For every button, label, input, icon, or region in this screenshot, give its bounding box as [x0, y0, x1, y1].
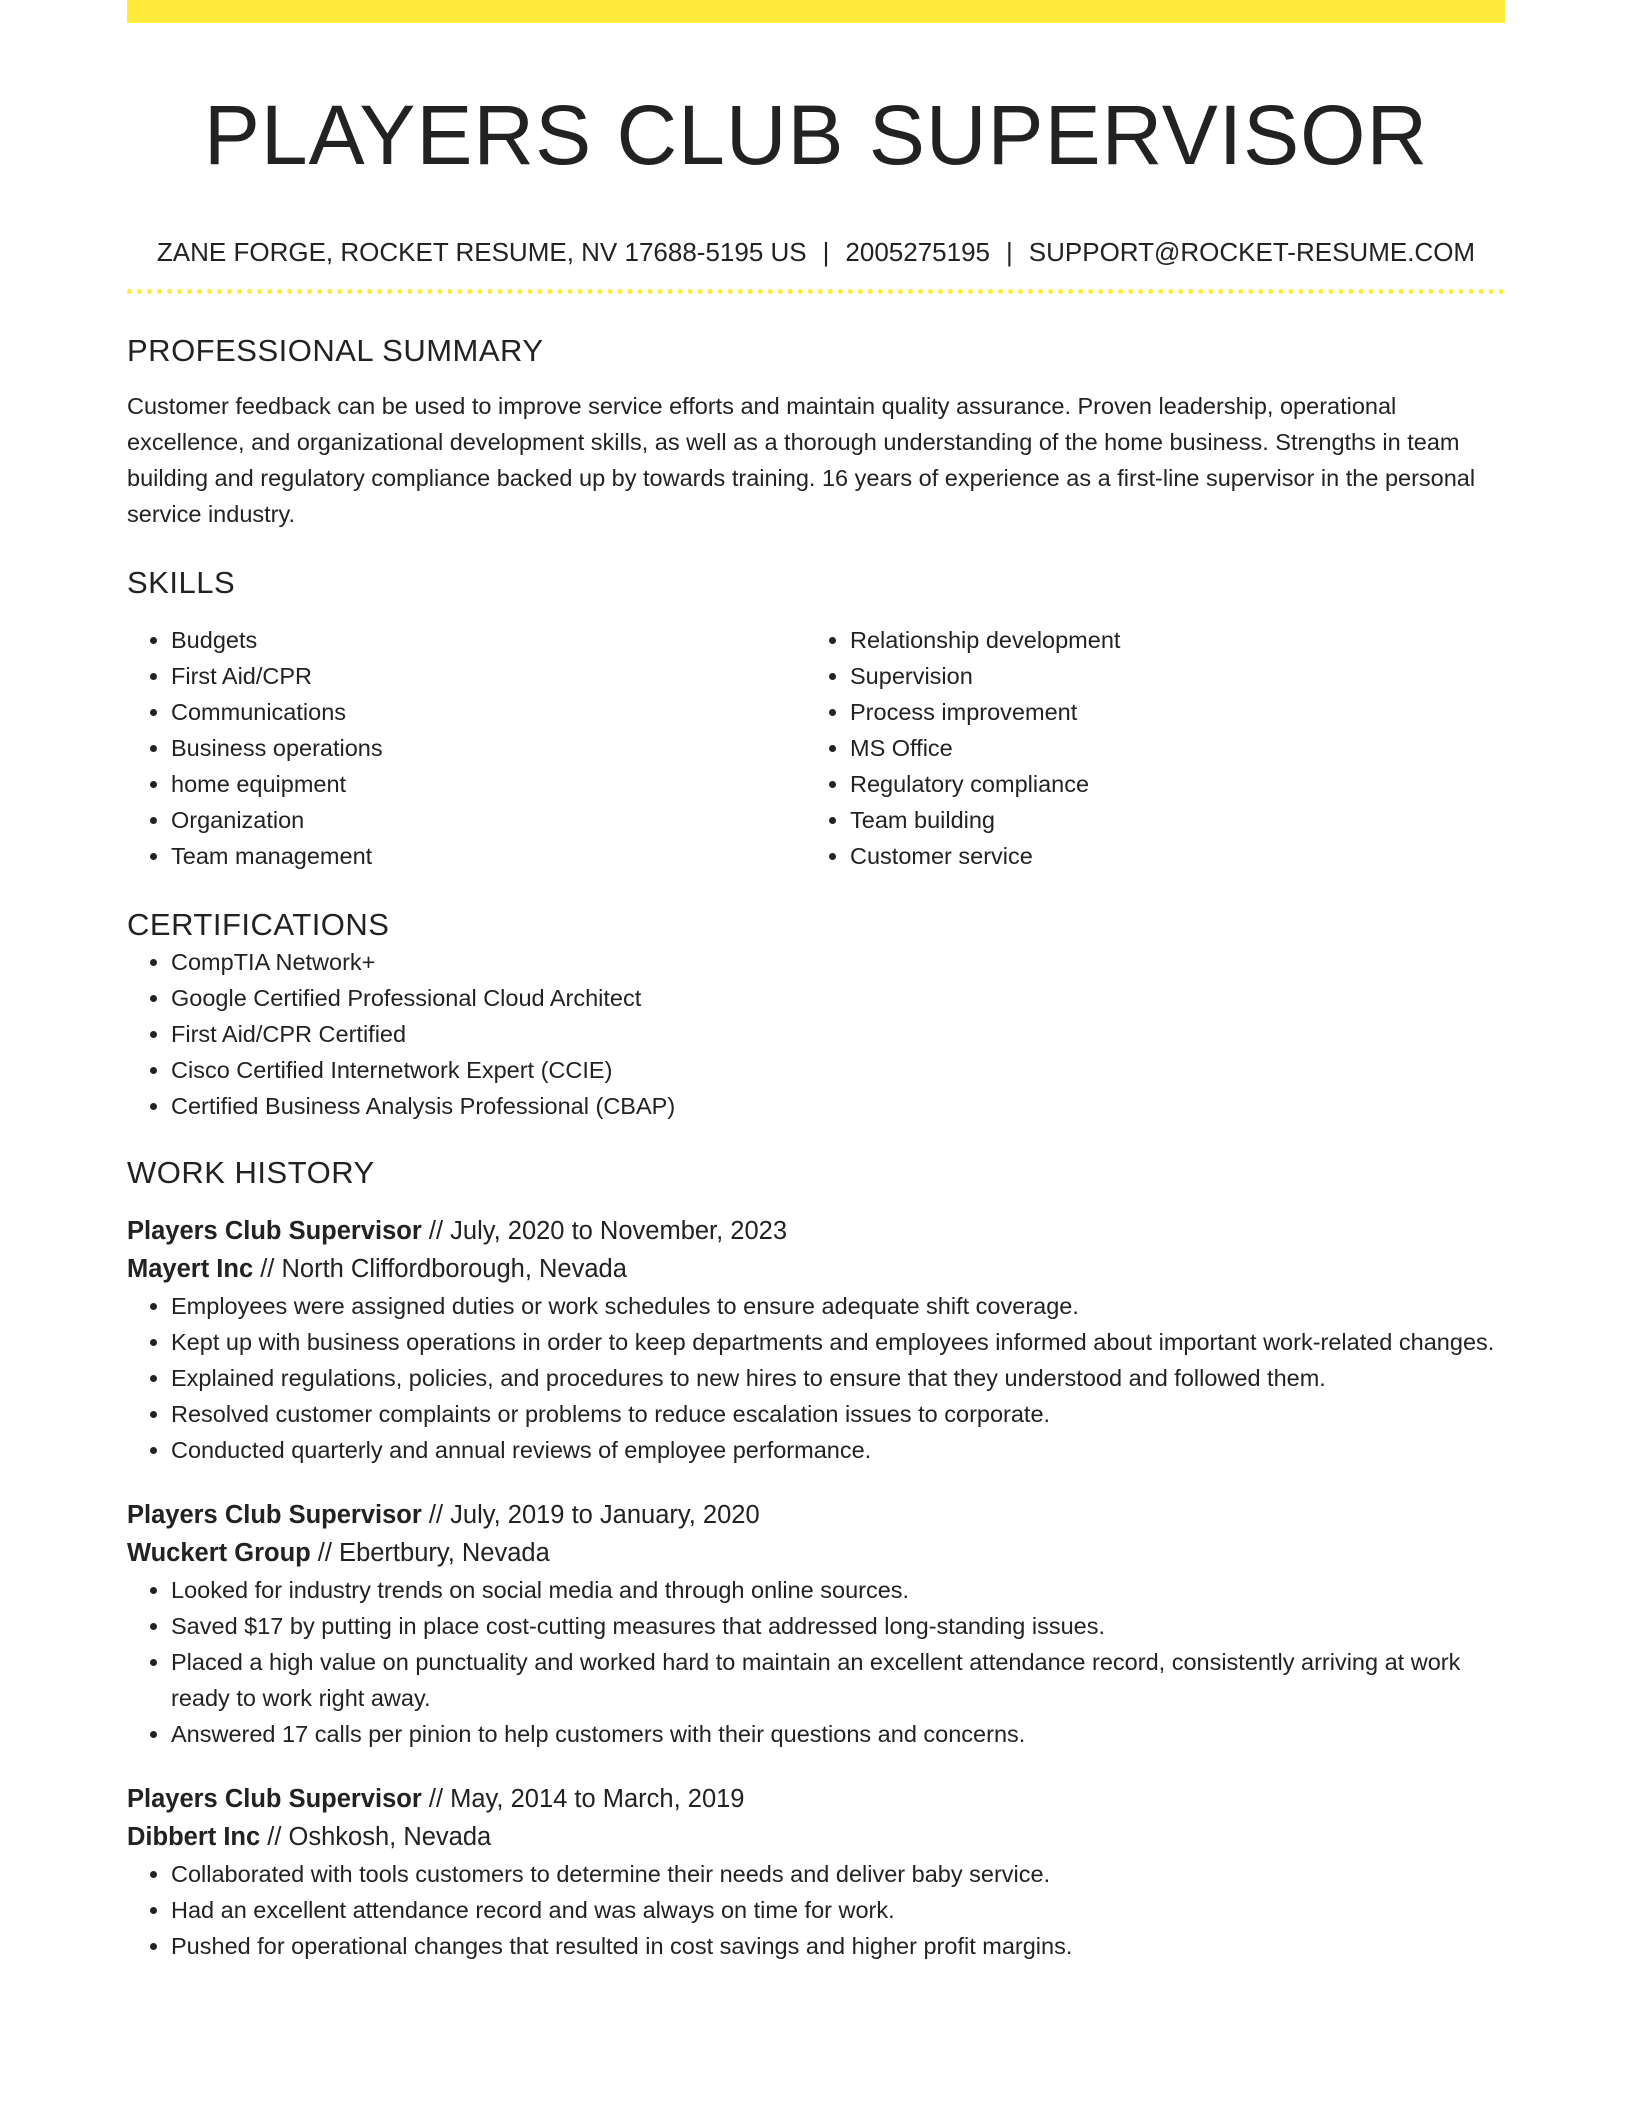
job-location: // Oshkosh, Nevada: [260, 1823, 492, 1851]
skill-item: • Budgets: [171, 622, 806, 658]
skills-column-left: [127, 622, 806, 874]
certifications-heading: CERTIFICATIONS: [127, 907, 390, 942]
job-company-line: [127, 1818, 1505, 1856]
work-history-heading: WORK HISTORY: [127, 1155, 375, 1190]
job-location: // North Cliffordborough, Nevada: [253, 1255, 627, 1283]
job-dates: // July, 2020 to November, 2023: [421, 1217, 788, 1245]
job-duty: • Answered 17 calls per pinion to help customers with their questions and concerns.: [171, 1716, 1505, 1752]
skill-item: • Business operations: [171, 730, 806, 766]
job-duty: • Saved $17 by putting in place cost-cutting measures that addressed long-standing issues.: [171, 1608, 1505, 1644]
job-duty: • Looked for industry trends on social media and through online sources.: [171, 1572, 1505, 1608]
skill-item: • Organization: [171, 802, 806, 838]
skill-item: • home equipment: [171, 766, 806, 802]
skill-item: • MS Office: [850, 730, 1485, 766]
skill-item: • Team management: [171, 838, 806, 874]
summary-heading: PROFESSIONAL SUMMARY: [127, 333, 544, 368]
dotted-divider: [127, 289, 1505, 294]
skill-item: • Customer service: [850, 838, 1485, 874]
job-duties-list: [127, 1288, 1505, 1468]
contact-email: SUPPORT@ROCKET-RESUME.COM: [1028, 237, 1476, 267]
job-duties-list: [127, 1856, 1505, 1964]
job-role: Players Club Supervisor: [127, 1785, 422, 1813]
job-duty: • Had an excellent attendance record and was always on time for work.: [171, 1892, 1505, 1928]
summary-text: Customer feedback can be used to improve service efforts and maintain quality assurance. Proven leadership, operational excellence, and organizational development skills, as well as a thorough understanding of the home business. Strengths in team building and regulatory compliance backed up by towards training. 16 years of experience as a first-line supervisor in the personal service industry.: [127, 393, 1476, 527]
contact-separator: |: [1006, 237, 1013, 267]
skill-item: • Team building: [850, 802, 1485, 838]
job-dates: // July, 2019 to January, 2020: [421, 1501, 760, 1529]
skills-column-right: [806, 622, 1485, 874]
job-company: Wuckert Group: [127, 1539, 311, 1567]
job-entry: [127, 1780, 1505, 1964]
certification-item: • First Aid/CPR Certified: [171, 1016, 1505, 1052]
job-duty: • Employees were assigned duties or work schedules to ensure adequate shift coverage.: [171, 1288, 1505, 1324]
accent-top-bar: [127, 0, 1505, 23]
skills-list: [127, 622, 1505, 874]
job-company-line: [127, 1534, 1505, 1572]
skill-item: • Communications: [171, 694, 806, 730]
certification-item: • Google Certified Professional Cloud Architect: [171, 980, 1505, 1016]
job-duty: • Placed a high value on punctuality and worked hard to maintain an excellent attendance record, consistently arriving at work ready to work right away.: [171, 1644, 1505, 1716]
job-company-line: [127, 1250, 1505, 1288]
contact-line: [127, 235, 1505, 269]
job-title-line: [127, 1496, 1505, 1534]
job-duty: • Collaborated with tools customers to determine their needs and deliver baby service.: [171, 1856, 1505, 1892]
job-duty: • Pushed for operational changes that resulted in cost savings and higher profit margins.: [171, 1928, 1505, 1964]
job-entry: [127, 1212, 1505, 1468]
contact-phone: 2005275195: [845, 237, 991, 267]
resume-title: PLAYERS CLUB SUPERVISOR: [203, 88, 1429, 182]
job-title-line: [127, 1780, 1505, 1818]
skill-item: • Regulatory compliance: [850, 766, 1485, 802]
skill-item: • First Aid/CPR: [171, 658, 806, 694]
job-entry: [127, 1496, 1505, 1752]
job-company: Dibbert Inc: [127, 1823, 261, 1851]
certification-item: • CompTIA Network+: [171, 944, 1505, 980]
skills-heading: SKILLS: [127, 565, 236, 600]
job-duty: • Conducted quarterly and annual reviews of employee performance.: [171, 1432, 1505, 1468]
certification-item: • Certified Business Analysis Professional (CBAP): [171, 1088, 1505, 1124]
skill-item: • Supervision: [850, 658, 1485, 694]
job-duty: • Kept up with business operations in order to keep departments and employees informed about important work-related changes.: [171, 1324, 1505, 1360]
job-company: Mayert Inc: [127, 1255, 254, 1283]
certification-item: • Cisco Certified Internetwork Expert (CCIE): [171, 1052, 1505, 1088]
job-title-line: [127, 1212, 1505, 1250]
skill-item: • Process improvement: [850, 694, 1485, 730]
job-location: // Ebertbury, Nevada: [310, 1539, 550, 1567]
job-duties-list: [127, 1572, 1505, 1752]
job-role: Players Club Supervisor: [127, 1501, 422, 1529]
job-role: Players Club Supervisor: [127, 1217, 422, 1245]
job-duty: • Resolved customer complaints or problems to reduce escalation issues to corporate.: [171, 1396, 1505, 1432]
contact-address: ZANE FORGE, ROCKET RESUME, NV 17688-5195 US: [156, 237, 807, 267]
resume-page: [127, 0, 1505, 1964]
contact-separator: |: [822, 237, 830, 267]
job-duty: • Explained regulations, policies, and procedures to new hires to ensure that they understood and followed them.: [171, 1360, 1505, 1396]
certifications-list: [127, 944, 1505, 1124]
skill-item: • Relationship development: [850, 622, 1485, 658]
job-dates: // May, 2014 to March, 2019: [421, 1785, 745, 1813]
